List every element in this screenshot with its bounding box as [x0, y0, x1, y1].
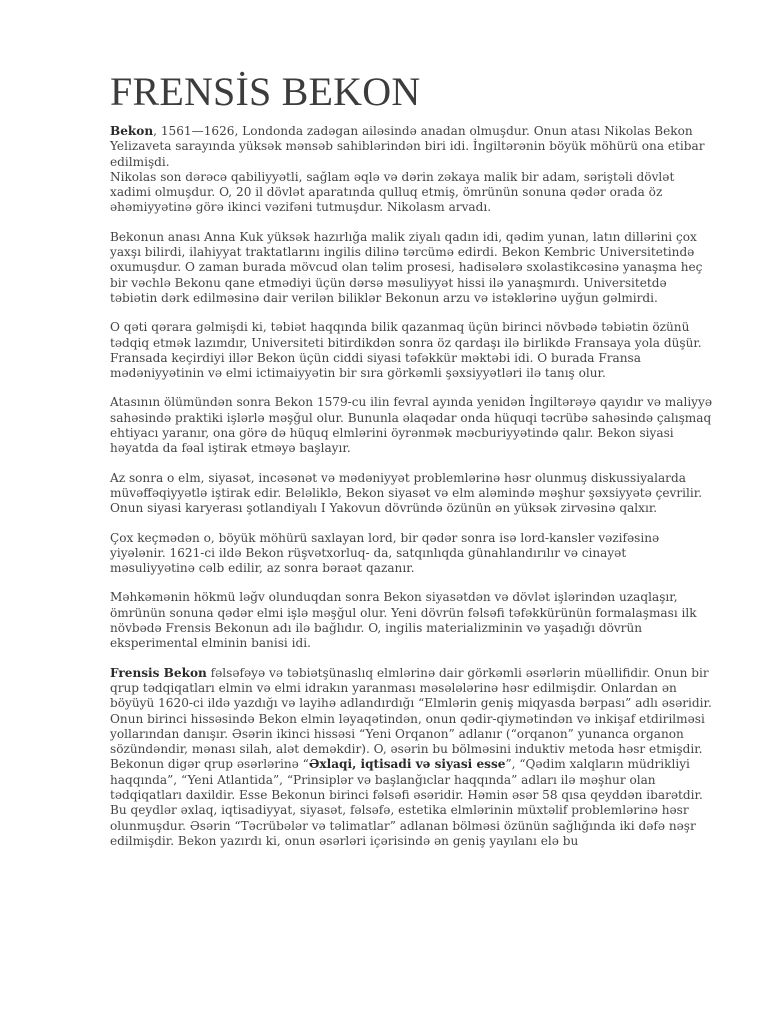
paragraph-text: Məhkəmənin hökmü ləğv olunduqdan sonra Bekon siyasətdən və dövlət işlərindən uzaqlaşır, ömrünün sonuna qədər elmi işlə məşğul olur. Yeni dövrün fəlsəfi təfəkkürünün formalaşması ilk növbədə Frensis Bekonun adı ilə bağlıdır. O, ingilis materializminin və yaşadığı dövrün eksperimental elminin banisi idi. [110, 590, 697, 651]
paragraph-text: ”, “Qədim xalqların müdrikliyi haqqında”, “Yeni Atlantida”, “Prinsiplər və başlanğıclar haqqında” adları ilə məşhur olan tədqiqatları daxildir. Esse Bekonun birinci fəlsəfi əsəridir. Həmin əsər 58 qısa qeyddən ibarətdir. [110, 757, 703, 802]
paragraph-text: , 1561—1626, Londonda zadəgan ailəsində anadan olmuşdur. Onun atası Nikolas Bekon Yelizaveta sarayında yüksək mənsəb sahiblərindən biri idi. İngiltərənin böyük möhürü ona etibar edilmişdi. [110, 124, 705, 169]
paragraph-text: fəlsəfəyə və təbiətşünaslıq elmlərinə dair görkəmli əsərlərin müəllifidir. Onun bir qrup tədqiqatları elmin və elmi idrakın yaranması məsələlərinə həsr edilmişdir. Onlardan ən böyüyü 1620-ci ildə yazdığı və layihə adlandırdığı “Elmlərin geniş miqyasda bərpası” adlı əsəridir. Onun birinci hissəsində Bekon elmin ləyaqətindən, onun qədir-qiymətindən və inkişaf etdirilməsi yollarından danışır. Əsərin ikinci hissəsi “Yeni Orqanon” adlanır (“orqanon” yunanca organon sözündəndir, mənası silah, alət deməkdir). O, əsərin bu bölməsini induktiv metoda həsr etmişdir. [110, 665, 712, 757]
paragraph-7 [110, 531, 712, 577]
paragraph-4 [110, 320, 712, 381]
paragraph-5 [110, 395, 712, 456]
paragraph-text: Nikolas son dərəcə qabiliyyətli, sağlam əqlə və dərin zəkaya malik bir adam, səriştəli dövlət xadimi olmuşdur. O, 20 il dövlət aparatında qulluq etmiş, ömrünün sonuna qədər orada öz əhəmiyyətinə görə ikinci vəzifəni tutmuşdur. Nikolasm arvadı. [110, 169, 675, 215]
document-title: FRENSİS BEKON [110, 69, 421, 114]
paragraph-text: Bekonun anası Anna Kuk yüksək hazırlığa malik ziyalı qadın idi, qədim yunan, latın dillərini çox yaxşı bilirdi, ilahiyyat traktatlarını ingilis dilinə tərcümə edirdi. Bekon Kembric Universitetində oxumuşdur. O zaman burada mövcud olan təlim prosesi, hadisələrə sxolastikcəsinə yanaşma heç bir vəchlə Bekonu qane etmədiyi üçün dərsə məsuliyyət hissi ilə yanaşmırdı. Universitetdə təbiətin dərk edilməsinə dair verilən biliklər Bekonun arzu və istəklərinə uyğun gəlmirdi. [110, 229, 703, 305]
paragraph-text: Çox keçmədən o, böyük möhürü saxlayan lord, bir qədər sonra isə lord-kansler vəzifəsinə yiyələnir. 1621-ci ildə Bekon rüşvətxorluq- da, satqınlıqda günahlandırılır və cinayət məsuliyyətinə cəlb edilir, az sonra bəraət qazanır. [110, 530, 660, 576]
paragraph-11 [110, 803, 712, 849]
bold-essay-title: Əxlaqi, iqtisadi və siyasi esse [308, 757, 506, 772]
paragraph-9 [110, 666, 712, 758]
bold-lead: Frensis Bekon [110, 665, 207, 680]
paragraph-3 [110, 230, 712, 306]
document-body [110, 124, 712, 849]
paragraph-2 [110, 170, 712, 216]
paragraph-text-pre: Bekonun digər qrup əsərlərinə “ [110, 757, 309, 772]
bold-lead: Bekon [110, 124, 154, 138]
paragraph-10 [110, 757, 712, 803]
paragraph-1 [110, 124, 712, 170]
paragraph-6 [110, 471, 712, 517]
paragraph-8 [110, 590, 712, 651]
paragraph-text: Bu qeydlər əxlaq, iqtisadiyyat, siyasət, fəlsəfə, estetika elmlərinin müxtəlif problemlərinə həsr olunmuşdur. Əsərin “Təcrübələr və təlimatlar” adlanan bölməsi özünün sağlığında iki dəfə nəşr edilmişdir. Bekon yazırdı ki, onun əsərləri içərisində ən geniş yayılanı elə bu [110, 803, 696, 848]
paragraph-text: Atasının ölümündən sonra Bekon 1579-cu ilin fevral ayında yenidən İngiltərəyə qayıdır və maliyyə sahəsində praktiki işlərlə məşğul olur. Bununla əlaqədar onda hüquqi təcrübə sahəsində çalışmaq ehtiyacı yaranır, ona görə də hüquq elmlərini öyrənmək məcburiyyətində qalır. Bekon siyasi həyatda da fəal iştirak etməyə başlayır. [110, 395, 713, 456]
paragraph-text: Az sonra o elm, siyasət, incəsənət və mədəniyyət problemlərinə həsr olunmuş diskussiyalarda müvəffəqiyyətlə iştirak edir. Beləliklə, Bekon siyasət və elm aləmində məşhur şəxsiyyətə çevrilir. Onun siyasi karyerası şotlandiyalı I Yakovun dövründə özünün ən yüksək zirvəsinə qalxır. [110, 470, 703, 516]
paragraph-text: O qəti qərara gəlmişdi ki, təbiət haqqında bilik qazanmaq üçün birinci növbədə təbiətin özünü tədqiq etmək lazımdır, Universiteti bitirdikdən sonra öz qardaşı ilə birlikdə Fransaya yola düşür. Fransada keçirdiyi illər Bekon üçün ciddi siyasi təfəkkür məktəbi idi. O burada Fransa mədəniyyətinin və elmi ictimaiyyətin bir sıra görkəmli şəxsiyyətləri ilə tanış olur. [110, 320, 702, 381]
